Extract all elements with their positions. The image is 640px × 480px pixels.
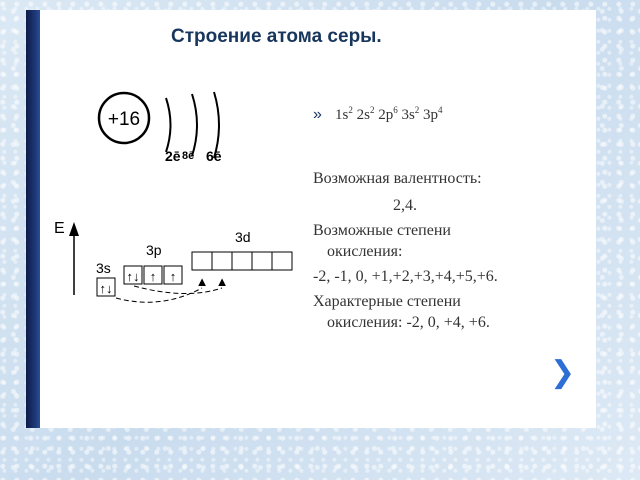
energy-axis-arrow — [69, 222, 79, 236]
shell-arc-1 — [166, 98, 171, 152]
orbital-3d-4 — [252, 252, 272, 270]
shell-arc-2 — [192, 94, 197, 156]
sublevel-3d-label: 3d — [235, 229, 251, 245]
shell-label-1: 2ē — [165, 148, 181, 164]
energy-diagram — [54, 220, 292, 302]
slide — [26, 10, 596, 428]
config-term: $1s^2$ — [335, 105, 353, 123]
valency-value: 2,4. — [393, 197, 417, 214]
valency-label: Возможная валентность: — [313, 170, 482, 187]
energy-axis-label: E — [54, 220, 65, 237]
orbital-3d-3 — [232, 252, 252, 270]
next-slide-icon[interactable]: ❯ — [550, 355, 576, 390]
orbital-3d-2 — [212, 252, 232, 270]
nucleus-charge: +16 — [107, 109, 141, 130]
page-title: Строение атома серы. — [171, 26, 382, 47]
config-term: $3p^4$ — [423, 105, 443, 123]
orbital-3d-1 — [192, 252, 212, 270]
electron-configuration — [335, 107, 443, 124]
orbital-3s-electrons: ↑↓ — [99, 281, 113, 296]
shell-label-3: 6ē — [206, 148, 222, 164]
config-term: $3s^2$ — [401, 105, 420, 123]
sublevel-3p-label: 3p — [146, 242, 162, 258]
transition-path-1 — [116, 288, 202, 302]
atom-model — [99, 92, 222, 164]
orbital-3p-3-electrons: ↑ — [169, 269, 177, 284]
typical-label-line2: окисления: -2, 0, +4, +6. — [327, 314, 490, 331]
orbital-3p-2-electrons: ↑ — [149, 269, 157, 284]
atom-diagram — [26, 10, 316, 428]
orbital-3p-1-electrons: ↑↓ — [126, 269, 140, 284]
config-term: $2s^2$ — [356, 105, 375, 123]
oxidation-label-line1: Возможные степени — [313, 222, 451, 239]
bullet-icon: » — [313, 106, 322, 123]
excitation-arrow-1: ▲ — [195, 274, 209, 289]
oxidation-values: -2, -1, 0, +1,+2,+3,+4,+5,+6. — [313, 268, 498, 285]
transition-path-2 — [134, 286, 222, 294]
configuration-row — [313, 106, 588, 132]
sublevel-3s-label: 3s — [96, 260, 111, 276]
oxidation-label-line2: окисления: — [327, 243, 403, 260]
typical-label-line1: Характерные степени — [313, 293, 461, 310]
orbital-3d-5 — [272, 252, 292, 270]
shell-label-2: 8ē — [182, 150, 195, 162]
config-term: $2p^6$ — [378, 105, 398, 123]
properties-panel — [313, 106, 588, 333]
excitation-arrow-2: ▲ — [215, 274, 229, 289]
